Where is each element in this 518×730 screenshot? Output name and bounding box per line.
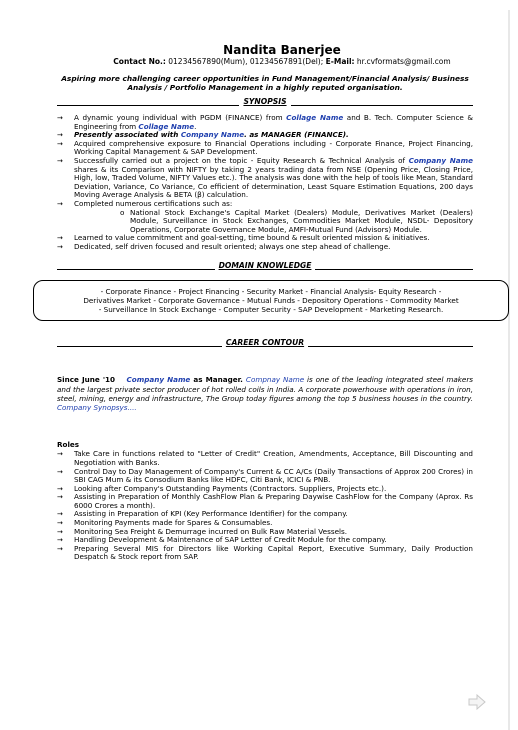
email-address[interactable]: hr.cvformats@gmail.com: [356, 57, 451, 66]
company-synopsis-link[interactable]: Company Synopsys....: [57, 403, 137, 413]
arrow-icon: →: [57, 234, 63, 243]
list-item: [57, 468, 473, 485]
domain-line: - Corporate Finance - Project Financing - Security Market - Financial Analysis- Equity Research -: [100, 286, 442, 296]
list-item: [57, 450, 473, 467]
college-link[interactable]: Collage Name: [138, 121, 195, 131]
item-text: Successfully carried out a project on the topic - Equity Research & Technical Analysis of: [74, 155, 409, 165]
item-text: Preparing Several MIS for Directors like Working Capital Report, Executive Summary, Daily Production Despatch & Stock report from SAP.: [74, 543, 473, 562]
company-link[interactable]: Compnay Name: [245, 375, 305, 385]
certification-list: [74, 209, 473, 235]
arrow-icon: →: [57, 139, 63, 148]
list-item: [120, 209, 473, 235]
college-link[interactable]: Collage Name: [286, 113, 344, 122]
synopsis-title: SYNOPSIS: [239, 97, 290, 106]
resume-content: [57, 44, 473, 562]
sub-bullet-icon: o: [120, 207, 125, 217]
arrow-icon: →: [57, 493, 63, 502]
arrow-icon: →: [57, 467, 63, 476]
arrow-icon: →: [57, 131, 63, 140]
since-date: Since June '10: [57, 375, 116, 385]
item-text: Assisting in Preparation of Monthly CashFlow Plan & Preparing Daywise CashFlow for the Company (Aprox. Rs 6000 Crores a month).: [74, 492, 473, 510]
list-item: [57, 114, 473, 131]
item-text: A dynamic young individual with PGDM (FINANCE) from: [74, 113, 287, 122]
domain-knowledge-box: [33, 280, 509, 322]
item-text: Handling Development & Maintenance of SAP Letter of Credit Module for the company.: [74, 535, 387, 545]
domain-title: DOMAIN KNOWLEDGE: [215, 261, 316, 270]
company-link[interactable]: Company Name: [180, 130, 245, 140]
synopsis-heading: [57, 98, 473, 108]
next-page-arrow-icon[interactable]: [468, 694, 486, 710]
item-text: Presently associated with: [74, 130, 181, 140]
company-link[interactable]: Company Name: [126, 375, 191, 385]
arrow-icon: →: [57, 519, 63, 528]
career-title: CAREER CONTOUR: [222, 338, 308, 347]
item-text: Looking after Company's Outstanding Payments (Contractors. Suppliers, Projects etc.).: [74, 483, 387, 493]
item-text: Monitoring Payments made for Spares & Consumables.: [74, 518, 273, 528]
item-text: Completed numerous certifications such as:: [74, 198, 233, 208]
arrow-icon: →: [57, 156, 63, 165]
arrow-icon: →: [57, 536, 63, 545]
arrow-icon: →: [57, 114, 63, 122]
arrow-icon: →: [57, 484, 63, 493]
company-link[interactable]: Company Name: [408, 155, 473, 165]
career-heading: [57, 339, 473, 349]
item-text: .: [194, 121, 197, 131]
list-item: [57, 243, 473, 252]
item-text: and B. Tech. Computer Science & Engineering from: [74, 113, 473, 131]
item-text: Control Day to Day Management of Company's Current & CC A/Cs (Daily Transactions of Approx 200 Crores) in SBI CAG Mum & its Consodium Banks like HDFC, Citi Bank, ICICI & PNB.: [74, 466, 473, 485]
list-item: [57, 545, 473, 562]
role-text: as Manager.: [190, 375, 246, 385]
item-text: Learned to value commitment and goal-setting, time bound & result oriented mission & initiatives.: [74, 233, 430, 243]
domain-line: Derivatives Market - Corporate Governance - Mutual Funds - Depository Operations - Commodity Market: [83, 295, 459, 305]
item-text: Take Care in functions related to "Letter of Credit" Creation, Amendments, Acceptance, Bill Discounting and Negotiation with Banks.: [74, 449, 473, 467]
career-objective: Aspiring more challenging career opportunities in Fund Management/Financial Analysis/ Business Analysis / Portfolio Management in a highly reputed organisation.: [61, 74, 469, 92]
contact-numbers: 01234567890(Mum), 01234567891(Del);: [168, 57, 324, 66]
arrow-icon: →: [57, 527, 63, 536]
list-item: [57, 140, 473, 157]
arrow-icon: →: [57, 544, 63, 553]
domain-line: - Surveillance In Stock Exchange - Computer Security - SAP Development - Marketing Research.: [98, 304, 444, 314]
candidate-name: Nandita Banerjee: [223, 43, 341, 57]
item-text: shares & its Comparison with NIFTY by taking 2 years trading data from NSE (Opening Price, Closing Price, High, low, Traded Volume, NIFTY Values etc.). The analysis was done with the help of tools like Mean, Standard Deviation, Variance, Co Variance, Co efficient of determination, Least Square Estimation Equations, 200 days Moving Average Analysis & BETA (β) calculation.: [74, 164, 473, 200]
list-item: [57, 493, 473, 510]
arrow-icon: →: [57, 450, 63, 459]
contact-line: [91, 57, 473, 67]
contact-label: Contact No.:: [113, 57, 166, 66]
arrow-icon: →: [57, 199, 63, 208]
item-text: Acquired comprehensive exposure to Financial Operations including - Corporate Finance, Project Financing, Working Capital Management & SAP Development.: [74, 138, 473, 157]
item-text: Dedicated, self driven focused and result oriented; always one step ahead of challenge.: [74, 241, 391, 251]
company-description: is one of the leading integrated steel makers and the largest private sector producer of hot rolled coils in India. A corporate powerhouse with operations in iron, steel, mining, energy and infrastructure, The Group today figures among the top 5 business houses in the country.: [57, 375, 474, 403]
domain-heading: [57, 262, 473, 272]
arrow-icon: →: [57, 510, 63, 519]
item-text: . as MANAGER (FINANCE).: [244, 130, 349, 140]
roles-list: [57, 450, 473, 562]
roles-title: Roles: [57, 439, 80, 449]
resume-page: [10, 10, 508, 730]
item-text: National Stock Exchange's Capital Market (Dealers) Module, Derivatives Market (Dealers) Module, Surveillance in Stock Exchanges, Commodities Market Module, NSDL- Depository Operations, Corporate Governance Module, AMFI-Mutual Fund (Advisors) Module.: [130, 207, 473, 234]
arrow-icon: →: [57, 242, 63, 251]
item-text: Assisting in Preparation of KPI (Key Performance Identifier) for the company.: [74, 509, 348, 519]
synopsis-list: [57, 114, 473, 252]
item-text: Monitoring Sea Freight & Demurrage incurred on Bulk Raw Material Vessels.: [74, 526, 348, 536]
email-label: E-Mail:: [325, 57, 355, 66]
current-employment: [57, 375, 473, 413]
list-item: [57, 200, 473, 234]
list-item: [57, 157, 473, 200]
